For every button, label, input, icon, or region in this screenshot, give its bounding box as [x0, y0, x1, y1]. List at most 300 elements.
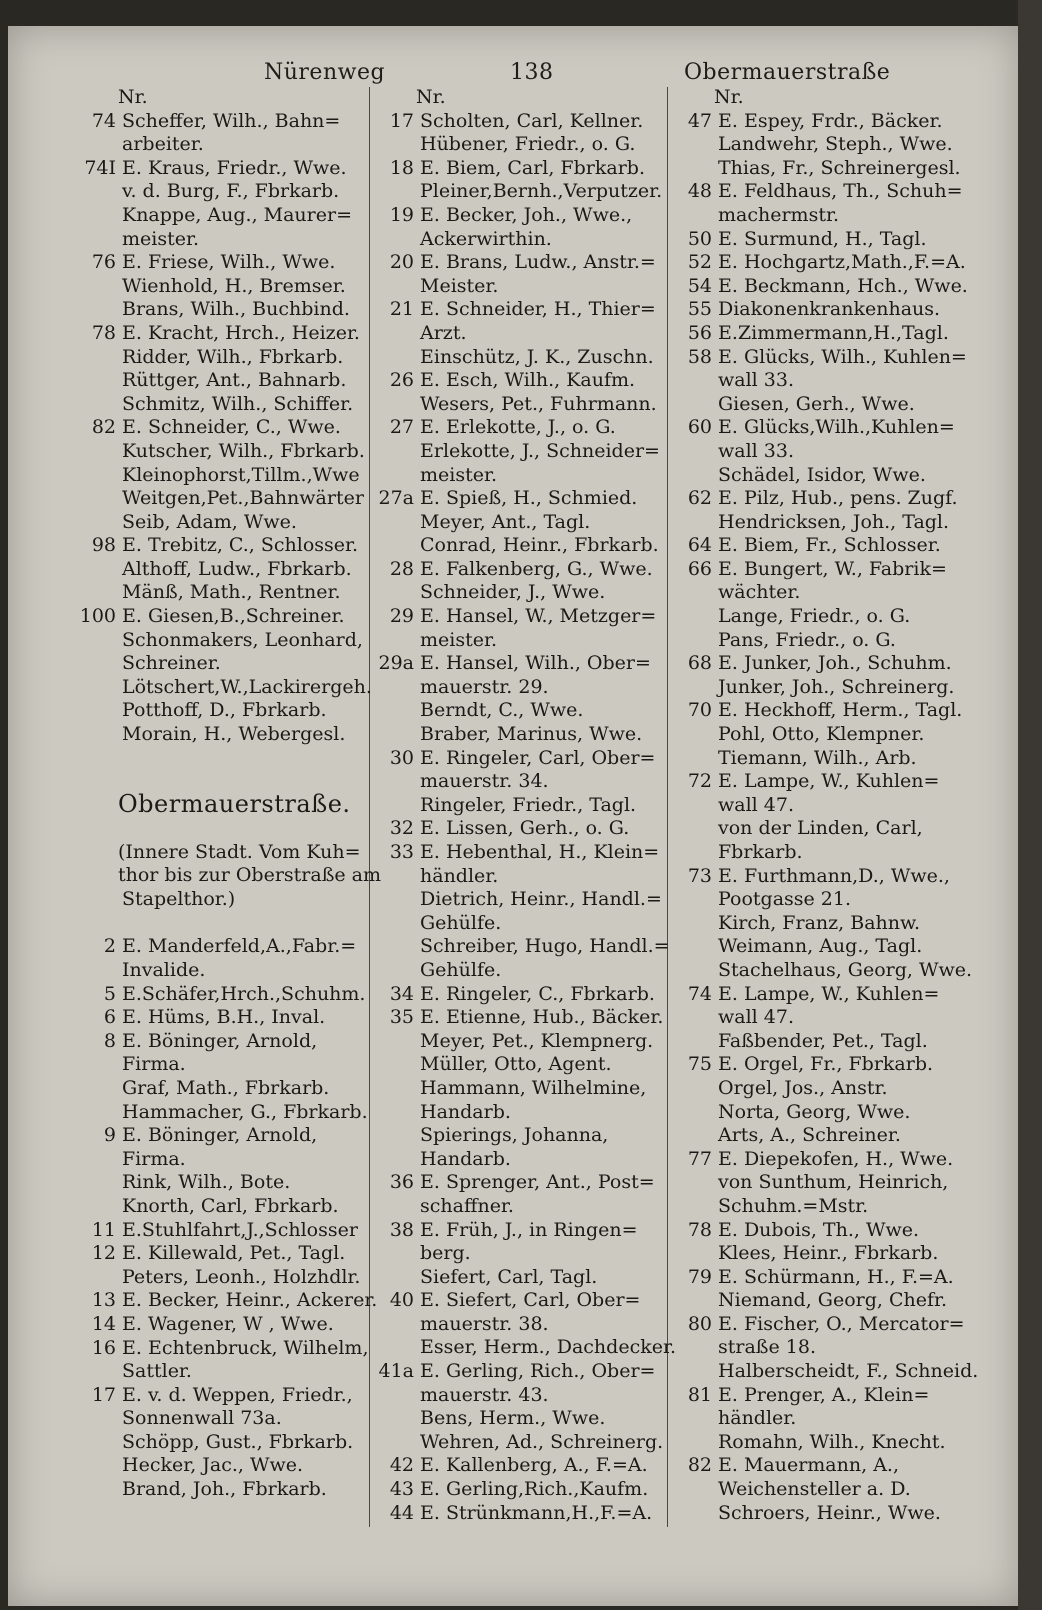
directory-entry — [674, 228, 974, 252]
entry-text: E. Hansel, Wilh., Ober= — [420, 652, 651, 675]
entry-resident: Potthoff, D., Fbrkarb. — [122, 699, 327, 722]
entry-resident: Giesen, Gerh., Wwe. — [718, 392, 915, 415]
entry-resident: Esser, Herm., Dachdecker. — [420, 1336, 676, 1359]
entry-continuation: händler. — [718, 1407, 797, 1430]
entry-continuation: wächter. — [718, 581, 801, 604]
directory-entry — [674, 1384, 974, 1408]
directory-entry — [78, 1006, 368, 1030]
entry-continuation: Pootgasse 21. — [718, 888, 852, 911]
house-number: 11 — [91, 1218, 116, 1241]
entry-text: E. Biem, Carl, Fbrkarb. — [420, 156, 645, 179]
house-number: 6 — [103, 1006, 116, 1029]
house-number: 44 — [389, 1501, 414, 1524]
entry-resident: v. d. Burg, F., Fbrkarb. — [122, 180, 340, 203]
entry-resident: Romahn, Wilh., Knecht. — [718, 1430, 946, 1453]
house-number: 76 — [91, 251, 116, 274]
entry-text: E. v. d. Weppen, Friedr., — [122, 1383, 353, 1406]
entry-resident: Hecker, Jac., Wwe. — [122, 1454, 304, 1477]
house-number: 77 — [687, 1147, 712, 1170]
entry-resident: von der Linden, Carl, — [718, 817, 923, 840]
entry-text: E. Schürmann, H., F.=A. — [718, 1265, 954, 1288]
directory-entry — [674, 865, 974, 889]
house-number: 72 — [687, 770, 712, 793]
house-number: 78 — [91, 321, 116, 344]
entry-resident: Kirch, Franz, Bahnw. — [718, 911, 921, 934]
entry-resident: Siefert, Carl, Tagl. — [420, 1265, 598, 1288]
directory-entry — [376, 1454, 666, 1478]
house-number: 73 — [687, 864, 712, 887]
entry-resident: Morain, H., Webergesl. — [122, 723, 346, 746]
entry-resident: Norta, Georg, Wwe. — [718, 1100, 911, 1123]
house-number: 55 — [687, 298, 712, 321]
entry-text: E. Sprenger, Ant., Post= — [420, 1171, 655, 1194]
directory-entry — [78, 1313, 368, 1337]
header-right-street: Obermauerstraße — [684, 60, 891, 85]
entry-text: E. Junker, Joh., Schuhm. — [718, 652, 952, 675]
entry-continuation: Meister. — [420, 274, 499, 297]
directory-entry — [674, 534, 974, 558]
entry-continuation: wall 47. — [718, 1006, 794, 1029]
entry-resident: Wienhold, H., Bremser. — [122, 274, 346, 297]
directory-entry — [78, 605, 368, 629]
house-number: 74I — [84, 156, 116, 179]
column-heading: thor bis zur Oberstraße am — [118, 864, 382, 887]
entry-text: E. Gerling,Rich.,Kaufm. — [420, 1478, 649, 1501]
entry-resident: Weimann, Aug., Tagl. — [718, 935, 923, 958]
house-number: 70 — [687, 699, 712, 722]
entry-resident: Pans, Friedr., o. G. — [718, 628, 896, 651]
entry-text: E. Falkenberg, G., Wwe. — [420, 557, 653, 580]
house-number: 32 — [389, 817, 414, 840]
entry-resident: Bens, Herm., Wwe. — [420, 1407, 606, 1430]
entry-continuation: Invalide. — [122, 959, 206, 981]
entry-text: E. Heckhoff, Herm., Tagl. — [718, 699, 963, 722]
entry-text: E. Fischer, O., Mercator= — [718, 1312, 965, 1335]
house-number: 17 — [389, 109, 414, 132]
house-number: 56 — [687, 321, 712, 344]
directory-entry — [78, 935, 368, 959]
house-number: 40 — [389, 1289, 414, 1312]
house-number: 12 — [91, 1242, 116, 1265]
directory-entry — [78, 110, 368, 134]
directory-entry — [78, 1219, 368, 1243]
entry-text: E. Pilz, Hub., pens. Zugf. — [718, 487, 958, 510]
entry-continuation: Arzt. — [420, 321, 467, 344]
directory-entry — [674, 1266, 974, 1290]
entry-resident: Wehren, Ad., Schreinerg. — [420, 1430, 664, 1453]
entry-text: E. Becker, Joh., Wwe., — [420, 203, 633, 226]
house-number: 27a — [378, 487, 414, 510]
entry-continuation: Sonnenwall 73a. — [122, 1407, 282, 1430]
entry-continuation: Weichensteller a. D. — [718, 1478, 911, 1501]
entry-resident: Mänß, Math., Rentner. — [122, 581, 341, 604]
entry-text: E. Kraus, Friedr., Wwe. — [122, 156, 347, 179]
entry-continuation: Stapelthor.) — [122, 887, 236, 910]
house-number: 52 — [687, 251, 712, 274]
entry-text: E. Strünkmann,H.,F.=A. — [420, 1501, 653, 1524]
directory-entry — [78, 983, 368, 1007]
entry-resident: Althoff, Ludw., Fbrkarb. — [122, 557, 352, 580]
entry-resident: Wesers, Pet., Fuhrmann. — [420, 392, 657, 415]
house-number: 82 — [687, 1454, 712, 1477]
house-number: 28 — [389, 557, 414, 580]
directory-entry — [674, 1454, 974, 1478]
entry-text: E.Zimmermann,H.,Tagl. — [718, 321, 949, 344]
house-number: 16 — [91, 1336, 116, 1359]
entry-resident: Spierings, Johanna, — [420, 1124, 609, 1147]
entry-resident: Landwehr, Steph., Wwe. — [718, 133, 953, 156]
entry-text: E. Orgel, Fr., Fbrkarb. — [718, 1053, 934, 1076]
directory-entry — [376, 110, 666, 134]
directory-entry — [376, 1289, 666, 1313]
street-title: Obermauerstraße. — [118, 789, 351, 818]
entry-text: E. Spieß, H., Schmied. — [420, 487, 638, 510]
entry-resident: Schmitz, Wilh., Schiffer. — [122, 392, 354, 415]
entry-resident: Meyer, Pet., Klempnerg. — [420, 1029, 654, 1052]
house-number: 75 — [687, 1053, 712, 1076]
entry-text: E. Ringeler, Carl, Ober= — [420, 746, 656, 769]
directory-entry — [674, 251, 974, 275]
entry-resident: Stachelhaus, Georg, Wwe. — [718, 958, 973, 981]
entry-resident: Kutscher, Wilh., Fbrkarb. — [122, 439, 365, 462]
directory-entry — [674, 487, 974, 511]
entry-text: E. Wagener, W , Wwe. — [122, 1312, 334, 1335]
house-number: 14 — [91, 1312, 116, 1335]
entry-continuation: meister. — [420, 463, 498, 486]
entry-resident: Rink, Wilh., Bote. — [122, 1171, 291, 1194]
directory-entry — [674, 1053, 974, 1077]
directory-entry — [674, 110, 974, 134]
entry-text: E. Trebitz, C., Schlosser. — [122, 534, 359, 557]
entry-continuation: mauerstr. 38. — [420, 1312, 549, 1335]
house-number: 78 — [687, 1218, 712, 1241]
entry-resident: Hendricksen, Joh., Tagl. — [718, 510, 950, 533]
directory-entry — [78, 322, 368, 346]
directory-entry — [376, 416, 666, 440]
entry-continuation: mauerstr. 34. — [420, 770, 549, 793]
entry-continuation: Sattler. — [122, 1360, 192, 1383]
header-left-street: Nürenweg — [264, 60, 386, 85]
entry-text: E. Brans, Ludw., Anstr.= — [420, 251, 656, 274]
entry-text: E. Böninger, Arnold, — [122, 1124, 318, 1147]
directory-entry — [78, 534, 368, 558]
house-number: 33 — [389, 841, 414, 863]
entry-text: E. Surmund, H., Tagl. — [718, 227, 927, 250]
entry-continuation: wall 33. — [718, 439, 794, 462]
directory-entry — [78, 1289, 378, 1313]
entry-resident: Schneider, J., Wwe. — [420, 581, 606, 604]
entry-text: E. Hüms, B.H., Inval. — [122, 1006, 326, 1029]
column-right — [674, 86, 979, 1525]
house-number: 9 — [103, 1124, 116, 1147]
entry-resident: von Sunthum, Heinrich, — [718, 1171, 949, 1194]
column-middle — [376, 86, 676, 1525]
entry-text: E. Lissen, Gerh., o. G. — [420, 817, 630, 840]
entry-text: E. Kracht, Hrch., Heizer. — [122, 321, 360, 344]
entry-resident: Hübener, Friedr., o. G. — [420, 133, 636, 156]
entry-continuation: Handarb. — [420, 1100, 511, 1123]
house-number: 29 — [389, 605, 414, 628]
house-number: 81 — [687, 1383, 712, 1406]
entry-text: E.Stuhlfahrt,J.,Schlosser — [122, 1218, 358, 1241]
entry-resident: Pleiner,Bernh.,Verputzer. — [420, 180, 663, 203]
house-number: 35 — [389, 1006, 414, 1029]
house-number: 30 — [389, 746, 414, 769]
directory-entry — [674, 699, 974, 723]
directory-entry — [674, 652, 974, 676]
entry-resident: Hammann, Wilhelmine, — [420, 1076, 647, 1099]
house-number: 29a — [378, 652, 414, 675]
entry-continuation: wall 33. — [718, 369, 794, 392]
entry-resident: Lange, Friedr., o. G. — [718, 605, 911, 628]
entry-resident: Klees, Heinr., Fbrkarb. — [718, 1242, 939, 1265]
directory-entry — [376, 251, 666, 275]
house-number: 48 — [687, 180, 712, 203]
entry-text: E. Etienne, Hub., Bäcker. — [420, 1006, 664, 1029]
entry-text: E. Feldhaus, Th., Schuh= — [718, 180, 963, 203]
entry-resident: Orgel, Jos., Anstr. — [718, 1076, 888, 1099]
entry-resident: Ringeler, Friedr., Tagl. — [420, 793, 637, 816]
column-heading: Nr. — [714, 86, 744, 108]
house-number: 80 — [687, 1312, 712, 1335]
house-number: 74 — [91, 109, 116, 132]
entry-text: Scheffer, Wilh., Bahn= — [122, 109, 341, 132]
entry-text: E. Echtenbruck, Wilhelm, — [122, 1336, 369, 1359]
entry-continuation: machermstr. — [718, 203, 839, 226]
directory-entry — [78, 1384, 368, 1408]
directory-entry — [376, 983, 666, 1007]
directory-entry — [674, 322, 974, 346]
directory-entry — [376, 605, 666, 629]
house-number: 98 — [91, 534, 116, 557]
house-number: 58 — [687, 345, 712, 368]
directory-entry — [78, 157, 368, 181]
entry-text: E.Schäfer,Hrch.,Schuhm. — [122, 982, 366, 1005]
house-number: 13 — [91, 1289, 116, 1312]
directory-entry — [376, 1171, 666, 1195]
entry-continuation: Gehülfe. — [420, 911, 502, 934]
directory-entry — [376, 558, 666, 582]
house-number: 36 — [389, 1171, 414, 1194]
directory-entry — [674, 298, 974, 322]
entry-resident: Berndt, C., Wwe. — [420, 699, 584, 722]
entry-text: E. Schneider, H., Thier= — [420, 298, 656, 321]
house-number: 27 — [389, 416, 414, 439]
entry-resident: Schädel, Isidor, Wwe. — [718, 463, 926, 486]
house-number: 54 — [687, 274, 712, 297]
entry-resident: Erlekotte, J., Schneider= — [420, 439, 660, 462]
entry-text: E. Furthmann,D., Wwe., — [718, 864, 950, 887]
directory-entry — [78, 1337, 368, 1361]
entry-text: E. Mauermann, A., — [718, 1454, 899, 1477]
directory-entry — [674, 983, 974, 1007]
entry-text: E. Lampe, W., Kuhlen= — [718, 982, 940, 1005]
directory-entry — [376, 652, 666, 676]
entry-resident: Junker, Joh., Schreinerg. — [718, 675, 955, 698]
entry-continuation: Gehülfe. — [420, 958, 502, 981]
house-number: 2 — [103, 935, 116, 958]
directory-entry — [674, 1219, 974, 1243]
column-divider — [667, 87, 668, 1527]
directory-entry — [376, 1006, 666, 1030]
entry-text: E. Prenger, A., Klein= — [718, 1383, 930, 1406]
entry-text: E. Hansel, W., Metzger= — [420, 605, 657, 628]
house-number: 43 — [389, 1478, 414, 1501]
entry-text: E. Siefert, Carl, Ober= — [420, 1289, 641, 1312]
directory-entry — [78, 1030, 368, 1054]
entry-resident: Knappe, Aug., Maurer= — [122, 203, 352, 226]
entry-text: E. Schneider, C., Wwe. — [122, 416, 341, 439]
directory-entry — [376, 841, 666, 865]
entry-resident: Ridder, Wilh., Fbrkarb. — [122, 345, 344, 368]
page-edge — [1018, 0, 1042, 1610]
entry-text: E. Glücks,Wilh.,Kuhlen= — [718, 416, 955, 439]
entry-continuation: Schreiner. — [122, 652, 221, 675]
directory-entry — [78, 1124, 368, 1148]
house-number: 64 — [687, 534, 712, 557]
entry-resident: Pohl, Otto, Klempner. — [718, 723, 925, 746]
directory-entry — [78, 1242, 368, 1266]
house-number: 5 — [103, 982, 116, 1005]
column-heading: Nr. — [416, 86, 446, 108]
directory-entry — [376, 1478, 666, 1502]
directory-entry — [674, 1148, 974, 1172]
page-number: 138 — [510, 60, 554, 85]
house-number: 47 — [687, 109, 712, 132]
house-number: 66 — [687, 557, 712, 580]
entry-resident: Schroers, Heinr., Wwe. — [718, 1501, 941, 1524]
entry-text: Scholten, Carl, Kellner. — [420, 109, 644, 132]
house-number: 17 — [91, 1383, 116, 1406]
entry-text: E. Killewald, Pet., Tagl. — [122, 1242, 346, 1265]
entry-continuation: mauerstr. 29. — [420, 675, 549, 698]
entry-resident: Faßbender, Pet., Tagl. — [718, 1029, 928, 1052]
entry-text: E. Dubois, Th., Wwe. — [718, 1218, 920, 1241]
spacer — [78, 911, 368, 935]
house-number: 82 — [91, 416, 116, 439]
directory-entry — [78, 251, 368, 275]
entry-text: E. Esch, Wilh., Kaufm. — [420, 369, 636, 392]
entry-text: E. Friese, Wilh., Wwe. — [122, 251, 336, 274]
column-heading: (Innere Stadt. Vom Kuh= — [118, 840, 361, 863]
entry-resident: Dietrich, Heinr., Handl.= — [420, 888, 662, 911]
directory-entry — [376, 298, 666, 322]
house-number: 19 — [389, 203, 414, 226]
entry-resident: Arts, A., Schreiner. — [718, 1124, 901, 1147]
house-number: 62 — [687, 487, 712, 510]
entry-continuation: Fbrkarb. — [718, 841, 803, 863]
entry-resident: Meyer, Ant., Tagl. — [420, 510, 591, 533]
directory-entry — [376, 817, 666, 841]
entry-text: E. Diepekofen, H., Wwe. — [718, 1147, 954, 1170]
entry-resident: Weitgen,Pet.,Bahnwärter — [122, 487, 364, 510]
entry-text: E. Kallenberg, A., F.=A. — [420, 1454, 648, 1477]
entry-resident: Tiemann, Wilh., Arb. — [718, 746, 917, 769]
entry-resident: Schonmakers, Leonhard, — [122, 628, 363, 651]
entry-text: E. Beckmann, Hch., Wwe. — [718, 274, 968, 297]
directory-entry — [376, 204, 666, 228]
house-number: 74 — [687, 982, 712, 1005]
entry-continuation: arbeiter. — [122, 133, 204, 156]
entry-continuation: Firma. — [122, 1053, 186, 1076]
entry-text: E. Erlekotte, J., o. G. — [420, 416, 616, 439]
house-number: 42 — [389, 1454, 414, 1477]
entry-text: Diakonenkrankenhaus. — [718, 298, 941, 321]
entry-resident: Kleinophorst,Tillm.,Wwe — [122, 463, 360, 486]
house-number: 68 — [687, 652, 712, 675]
entry-continuation: meister. — [122, 227, 200, 250]
directory-entry — [376, 157, 666, 181]
entry-text: E. Biem, Fr., Schlosser. — [718, 534, 941, 557]
house-number: 41a — [378, 1360, 414, 1383]
directory-entry — [78, 416, 368, 440]
directory-entry — [674, 275, 974, 299]
entry-text: E. Becker, Heinr., Ackerer. — [122, 1289, 378, 1312]
entry-text: E. Giesen,B.,Schreiner. — [122, 605, 345, 628]
entry-resident: Rüttger, Ant., Bahnarb. — [122, 369, 347, 392]
house-number: 50 — [687, 227, 712, 250]
house-number: 100 — [79, 605, 116, 628]
entry-resident: Seib, Adam, Wwe. — [122, 510, 297, 533]
entry-continuation: Schuhm.=Mstr. — [718, 1194, 869, 1217]
entry-resident: Müller, Otto, Agent. — [420, 1053, 612, 1076]
column-left — [78, 86, 382, 1502]
entry-continuation: meister. — [420, 628, 498, 651]
house-number: 21 — [389, 298, 414, 321]
entry-resident: Braber, Marinus, Wwe. — [420, 723, 643, 746]
entry-text: E. Bungert, W., Fabrik= — [718, 557, 947, 580]
entry-resident: Niemand, Georg, Chefr. — [718, 1289, 948, 1312]
house-number: 26 — [389, 369, 414, 392]
entry-continuation: Handarb. — [420, 1147, 511, 1170]
entry-resident: Lötschert,W.,Lackirergeh. — [122, 675, 372, 698]
directory-entry — [376, 747, 666, 771]
directory-entry — [376, 1502, 666, 1526]
entry-resident: Brand, Joh., Fbrkarb. — [122, 1478, 327, 1501]
entry-continuation: Firma. — [122, 1147, 186, 1170]
entry-resident: Schöpp, Gust., Fbrkarb. — [122, 1430, 354, 1453]
house-number: 8 — [103, 1029, 116, 1052]
entry-resident: Thias, Fr., Schreinergesl. — [718, 156, 961, 179]
house-number: 20 — [389, 251, 414, 274]
entry-resident: Peters, Leonh., Holzhdlr. — [122, 1265, 361, 1288]
house-number: 38 — [389, 1218, 414, 1241]
entry-text: E. Böninger, Arnold, — [122, 1029, 318, 1052]
entry-resident: Einschütz, J. K., Zuschn. — [420, 345, 654, 368]
entry-continuation: Ackerwirthin. — [420, 227, 552, 250]
entry-resident: Conrad, Heinr., Fbrkarb. — [420, 534, 659, 557]
entry-text: E. Hebenthal, H., Klein= — [420, 841, 660, 863]
entry-text: E. Glücks, Wilh., Kuhlen= — [718, 345, 967, 368]
entry-text: E. Manderfeld,A.,Fabr.= — [122, 935, 357, 958]
directory-entry — [674, 416, 974, 440]
entry-resident: Brans, Wilh., Buchbind. — [122, 298, 350, 321]
entry-continuation: wall 47. — [718, 793, 794, 816]
column-heading: Nr. — [118, 86, 148, 108]
entry-text: E. Lampe, W., Kuhlen= — [718, 770, 940, 793]
entry-text: E. Hochgartz,Math.,F.=A. — [718, 251, 966, 274]
directory-entry — [674, 558, 974, 582]
entry-continuation: händler. — [420, 864, 499, 887]
directory-entry — [674, 1313, 974, 1337]
entry-resident: Knorth, Carl, Fbrkarb. — [122, 1194, 339, 1217]
entry-text: E. Ringeler, C., Fbrkarb. — [420, 982, 655, 1005]
entry-resident: Schreiber, Hugo, Handl.= — [420, 935, 670, 958]
directory-entry — [376, 487, 666, 511]
directory-entry — [376, 1219, 666, 1243]
directory-entry — [376, 1360, 666, 1384]
house-number: 34 — [389, 982, 414, 1005]
